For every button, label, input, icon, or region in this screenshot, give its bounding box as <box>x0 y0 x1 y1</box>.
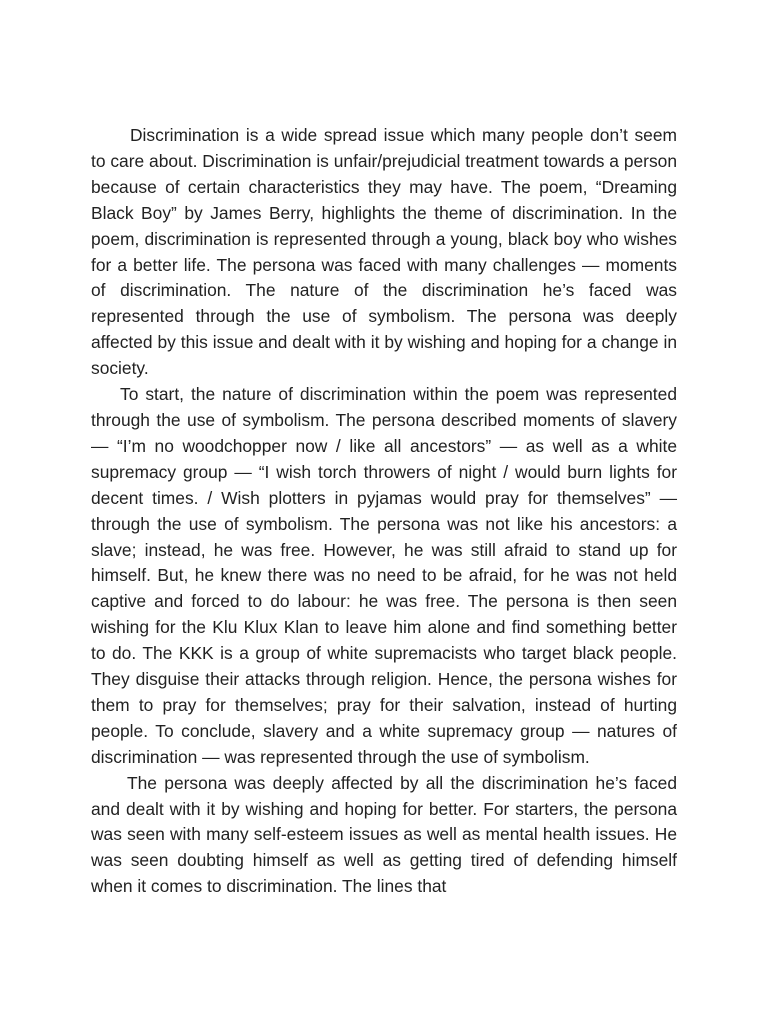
paragraph-symbolism: To start, the nature of discrimination within the poem was represented through the use of symbolism. The persona described moments of slavery — “I’m no woodchopper now / like all ancestors” — as well as a white supremacy group — “I wish torch throwers of night / would burn lights for decent times. / Wish plotters in pyjamas would pray for themselves” — through the use of symbolism. The persona was not like his ancestors: a slave; instead, he was free. However, he was still afraid to stand up for himself. But, he knew there was no need to be afraid, for he was not held captive and forced to do labour: he was free. The persona is then seen wishing for the Klu Klux Klan to leave him alone and find something better to do. The KKK is a group of white supremacists who target black people. They disguise their attacks through religion. Hence, the persona wishes for them to pray for themselves; pray for their salvation, instead of hurting people. To conclude, slavery and a white supremacy group — natures of discrimination — was represented through the use of symbolism. <box>91 384 677 767</box>
paragraph-persona-affected: The persona was deeply affected by all the discrimination he’s faced and dealt with it by wishing and hoping for better. For starters, the persona was seen with many self-esteem issues as well as mental health issues. He was seen doubting himself as well as getting tired of defending himself when it comes to discrimination. The lines that <box>91 772 677 897</box>
essay-body <box>91 123 677 900</box>
paragraph-introduction: Discrimination is a wide spread issue which many people don’t seem to care about. Discrimination is unfair/prejudicial treatment towards a person because of certain characteristics they may have. The poem, “Dreaming Black Boy” by James Berry, highlights the theme of discrimination. In the poem, discrimination is represented through a young, black boy who wishes for a better life. The persona was faced with many challenges — moments of discrimination. The nature of the discrimination he’s faced was represented through the use of symbolism. The persona was deeply affected by this issue and dealt with it by wishing and hoping for a change in society. <box>91 125 677 379</box>
